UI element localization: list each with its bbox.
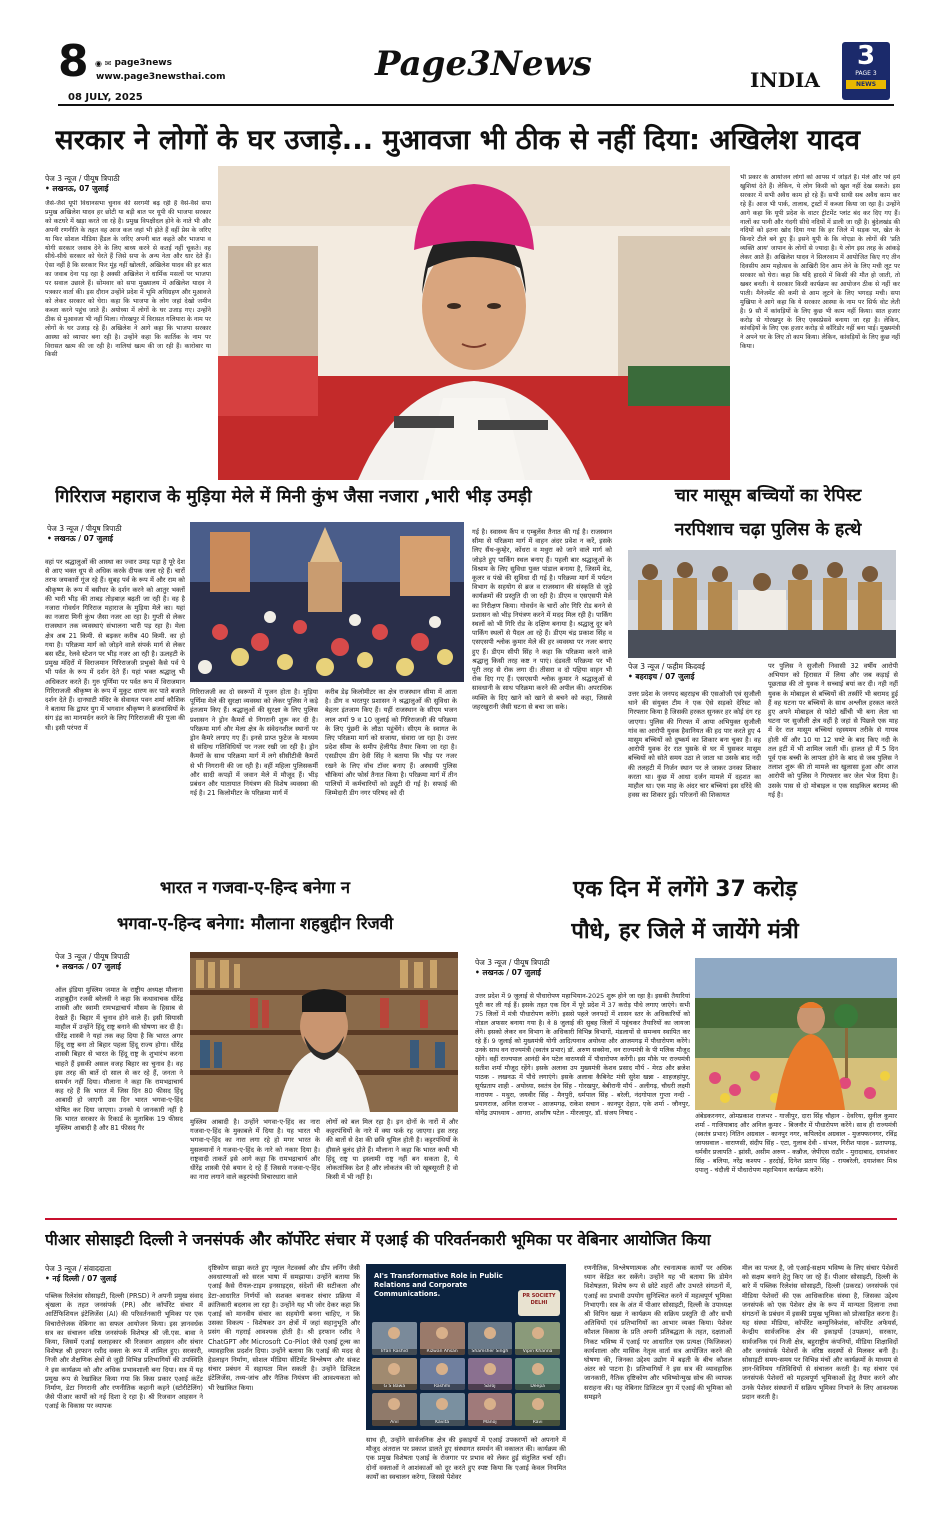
participant-tile <box>468 1393 513 1426</box>
page-number: 8 <box>58 36 89 87</box>
masthead-rule <box>58 104 894 106</box>
story1-headline: सरकार ने लोगों के घर उजाड़े... मुआवजा भी ठीक से नहीं दिया: अखिलेश यादव <box>55 124 861 156</box>
masthead <box>0 0 945 110</box>
story2-column-4: गई है। स्वास्थ्य कैंप व एम्बुलेंस तैनात की गई है। राजस्थान सीमा से परिक्रमा मार्ग में वाहन अंदर प्रवेश न करें, इसके लिए सैंथ-कुम्हेर, कोंधरा व मथुरा को जाने वाले मार्ग को जोड़ते हुए पार्किंग स्थल बनाए हैं। पहली बार श्रद्धालुओं के विश्राम के लिए सुविधा युक्त पांडाल बनाया है, जिसमें वेड, कूलर व पंखे की सुविधा दी गई है। परिक्रमा मार्ग में पर्यटन विभाग के सहयोग से ब्रज व राजस्थान की संस्कृति से जुड़े कार्यक्रमों की प्रस्तुति दी जा रही है। डीएम व एसएसपी मेले का निरीक्षण किया। गोवर्धन के चारों ओर गिरि रोड बनने से प्रशासन को भीड़ नियंत्रण करने में मदद मिल रही है। पार्किंग स्थलों को भी गिरि रोड के दक्षिण बनाया है। श्रद्धालु दूर बने पार्किंग स्थलों से पैदल आ रहे हैं। डीएम चंद्र प्रकाश सिंह व एसएसपी श्लोक कुमार मेले की हर व्यवस्था पर नजर बनाए हुए हैं। डीएम सीपी सिंह ने कहा कि परिक्रमा करने वाले श्रद्धालु किसी तरह कष्ट न पाएं। दंडवती परिक्रमा पर भी पूरी तरह से रोक लगा दी। तीसरा व दो पहिया वाहन भी रोक दिए गए हैं। एसएसपी श्लोक कुमार ने श्रद्धालुओं से सावधानी के साथ परिक्रमा करने की अपील की। अपराधिक व्यक्ति के दिए खाने को खाने से बचने को कहा, जिससे जहरखुरानी जैसी घटना से बचा जा सके। <box>472 528 612 711</box>
crowd-photo-image <box>190 522 464 682</box>
participant-name: Irfan Rashid <box>372 1349 417 1355</box>
participant-name: Ravi <box>515 1420 560 1426</box>
edition-label: INDIA <box>750 68 820 92</box>
participant-avatar <box>388 1363 400 1375</box>
story4-byline: पेज 3 न्यूज / पीयूष त्रिपाठी • लखनऊ / 07 जुलाई <box>55 952 130 971</box>
story3-headline-line1: चार मासूम बच्चियों का रेपिस्ट <box>674 486 862 506</box>
participant-avatar <box>484 1398 496 1410</box>
story6-byline: पेज 3 न्यूज / संवाददाता • नई दिल्ली / 07 जुलाई <box>45 1264 117 1283</box>
story5-column-2: अंबेडकरनगर, ओमप्रकाश राजभर - गाजीपुर, दारा सिंह चौहान - देवरिया, सुनील कुमार शर्मा - गाजियाबाद और अनिल कुमार - बिजनौर में पौधारोपण करेंगे। साथ ही राज्यमंत्री (स्वतंत्र प्रभार) नितिन अग्रवाल - कानपुर नगर, कपिलदेव अग्रवाल - मुजफ्फरनगर, रविंद्र जायसवाल - वाराणसी, संदीप सिंह - एटा, गुलाब देवी - संभल, गिरीश यादव - प्रतापगढ़, धर्मवीर प्रजापति - झांसी, असीम अरुण - कन्नौज, जेपीएस राठौर - मुरादाबाद, दयाशंकर सिंह - बलिया, नरेंद्र कश्यप - हरदोई, दिनेश प्रताप सिंह - रायबरेली, दयाशंकर मिश्र दयालु - चंदौली में पौधारोपण महाभियान कार्यक्रम करेंगे। <box>695 1112 897 1174</box>
plantation-photo-image <box>695 958 897 1110</box>
social-handle: ◉ ✉ page3news <box>95 58 172 68</box>
participant-name: G S Bawa <box>372 1384 417 1390</box>
participant-name: Anil <box>372 1420 417 1426</box>
page3-badge-icon: 3 PAGE 3 NEWS <box>842 42 890 100</box>
story4-column-2: मुस्लिम आबादी है। उन्होंने भगवा-ए-हिंद का नारा गजवा-ए-हिंद के मुकाबले में दिया है। यह भारत भी भगवा-ए-हिंद का नारा लगा रहे हो मगर भारत के मुसलमानों ने गजवा-ए-हिंद के नारे को नकार दिया है। राष्ट्रवादी ताकतें इसे आगे कहा कि रामभद्राचार्य और धीरेंद्र शास्त्री ऐसे बयान दे रहे हैं जिससे गजवा-ए-हिंद का नारा लगाने वाले कट्टरपंथी विचारधारा वाले <box>190 1118 320 1182</box>
participant-avatar <box>484 1363 496 1375</box>
story3-column-2: पर पुलिस ने सुजौली निवासी 32 वर्षीय आरोपी अभियान को हिरासत में लिया और जब कड़ाई से पूछताछ की तो युवक ने सच्चाई बयां कर दी। नही नहीं युवक के मोबाइल से बच्चियों की तस्वीरें भी बरामद हुई हैं वह घटना पर बच्चियों के साथ अश्लील हरकत करते हुए अपने मोबाइल से फोटो खींची भी बना लेता था घटना पर सुजौली क्षेत्र वहीं है जहां से पिछले एक माह में देर रात मासूम बच्चियां रहस्यमय तरीके से गायब होती थीं और 10 या 12 घण्टे के बाद किए नदी के तल हटी में भी शामिल जाती थीं। हालत हो मैं 5 दिन पूर्व एक बच्ची के लापता होने के बाद से जब पुलिस ने तलाश शुरू की तो मामले का खुलासा हुआ और आज आरोपी को पुलिस ने गिरफ्तार कर जेल भेज दिया है। उसके पास से दो मोबाइल व एक साइकिल बरामद की गई है। <box>768 662 898 799</box>
story3-photo <box>628 550 896 658</box>
participant-tile <box>515 1358 560 1391</box>
participant-avatar <box>436 1327 448 1339</box>
participant-tile <box>372 1322 417 1355</box>
participant-avatar <box>436 1398 448 1410</box>
story4-headline-line2: भगवा-ए-हिन्द बनेगा: मौलाना शहबुद्दीन रिजवी <box>116 914 394 933</box>
story6-headline: पीआर सोसाइटी दिल्ली ने जनसंपर्क और कॉर्पोरेट संचार में एआई की परिवर्तनकारी भूमिका पर वेबिनार आयोजित किया <box>45 1231 711 1249</box>
story3-headline-line2: नरपिशाच चढ़ा पुलिस के हत्थे <box>674 520 862 540</box>
participant-tile <box>515 1322 560 1355</box>
story2-column-1: वहां पर श्रद्धालुओं की आस्था का ज्वार उमड़ पड़ा है पूरे देश से आए भक्त धूप से अधिक करके दीपक जला रहे हैं। चारों तरफ जयकारों गूंज रहे हैं। सुबह पर्व के रूप में और राम को श्रीकृष्ण के रूप में बसीधर के दर्शन करने को आतुर भक्तों की भारी भीड़ की ताबड़ तोड़बाज़ बढ़ती जा रही है। वह है नजारा गोवर्धन गिरिराज महाराज के मुड़िया मेले का। यहां का नजारा मिनी कुंभ जैसा नजर आ रहा है। गुप्ती से लेकर राजस्थान तक व्यवस्थाएं संभालना भारी पड़ रहा है। मेला क्षेत्र अब 21 किमी. से बढ़कर करीब 40 किमी. का हो गया है। परिक्रमा मार्ग को जोड़ने वाले संपर्क मार्ग से लेकर बस स्टैंड, रेलवे स्टेशन पर भीड़ नजर आ रही है। ऊलहटी के प्रमुख मंदिरों में विराजमान गिरिराजजी प्रभुको कैसे पर्व पे भी पर्वत के रूप में दर्शन देते हैं। यहां भक्त श्रद्धालु भी अधिकतर करते हैं। गुरु पूर्णिमा पर पर्वत रूप में विराजमान गिरिराजजी श्रीकृष्ण के रूप में मुकुट धारण कर पाते बजाते दर्शन देते हैं। दानघाटी मंदिर के सेवायत पवन शर्मा कौशिक ने बताया कि द्वापर युग में भगवान श्रीकृष्ण ने ब्रजवासियों के संग इंद्र का मानमर्दन करने के लिए गिरिराजजी की पूजा की थी। इसी परंपरा में <box>45 558 185 732</box>
story6-column-1: पब्लिक रिलेशंस सोसाइटी, दिल्ली (PRSD) ने अपनी प्रमुख संवाद श्रृंखला के तहत जनसंपर्क (PR) और कॉर्पोरेट संचार में आर्टिफिशियल इंटेलिजेंस (AI) की परिवर्तनकारी भूमिका पर एक विचारोत्तेजक वेबिनार का सफल आयोजन किया। इस ज्ञानवर्धक सत्र का संचालन वरिष्ठ जनसंपर्क विशेषज्ञ श्री जी.एस. बावा ने किया, जिसमें एआई सलाहकार श्री रिजवान आहसन और संचार विशेषज्ञ श्री इरफान रशीद वक्ता के रूप में शामिल हुए। सरकारी, निजी और शैक्षणिक क्षेत्रों से जुड़ी विभिन्न प्रतिभागियों की उपस्थिति ने इस कार्यक्रम को और अधिक प्रभावशाली बना दिया। सत्र में यह प्रमुख रूप से रेखांकित किया गया कि किस प्रकार एआई कंटेंट निर्माण, डेटा निगरानी और रणनीतिक कहानी कहने (स्टोरीटेलिंग) जैसे पीआर कार्यों को नई दिशा दे रहा है। श्री रिजवान आहसन ने एआई के विकास पर व्यापक <box>45 1292 203 1411</box>
participant-name: Vipin Khanna <box>515 1349 560 1355</box>
social-icons: ◉ ✉ <box>95 58 112 68</box>
story4-headline-line1: भारत न गजवा-ए-हिन्द बनेगा न <box>159 878 351 897</box>
story2-headline: गिरिराज महाराज के मुड़िया मेले में मिनी कुंभ जैसा नजारा ,भारी भीड़ उमड़ी <box>55 487 532 507</box>
story5-photo <box>695 958 897 1110</box>
participant-name: Rashmi <box>420 1384 465 1390</box>
story6-top-rule <box>45 1218 897 1220</box>
participant-tile <box>468 1322 513 1355</box>
participant-tile <box>468 1358 513 1391</box>
participant-avatar <box>388 1398 400 1410</box>
story6-webinar-screenshot <box>366 1264 566 1430</box>
police-press-photo-image <box>628 550 896 658</box>
participant-avatar <box>388 1327 400 1339</box>
story5-byline: पेज 3 न्यूज / पीयूष त्रिपाठी • लखनऊ / 07 जुलाई <box>475 958 550 977</box>
story2-column-2: गिरिराजजी का दो स्वरूपों में पूजन होता है। मुड़िया पूर्णिमा मेले की सुरक्षा व्यवस्था को लेकर पुलिस ने कड़े इंतजाम किए हैं। श्रद्धालुओं की सुरक्षा के लिए पुलिस प्रशासन ने ड्रोन कैमरों से निगरानी शुरू कर दी है। परिक्रमा मार्ग और मेला क्षेत्र के संवेदनशील स्थानों पर ड्रोन कैमरे लगाए गए हैं। इनसे प्राप्त फुटेज के माध्यम से संदिग्ध गतिविधियों पर नजर रखी जा रही है। ड्रोन कैमरों के साथ परिक्रमा मार्ग में लगे सीसीटीवी कैमरों से भी निगरानी की जा रही है। वहीं महिला पुलिसकर्मी और सादी कपड़ों में जवान मेले में मौजूद हैं। भीड़ प्रबंधन और यातायात नियंत्रण की विशेष व्यवस्था की गई है। 21 किलोमीटर के परिक्रमा मार्ग में <box>190 688 318 798</box>
story3-byline: पेज 3 न्यूज / फहीम किदवई • बहराइच / 07 जुलाई <box>628 662 705 681</box>
participant-name: Rizwan Ahsan <box>420 1349 465 1355</box>
participant-avatar <box>484 1327 496 1339</box>
story4-column-3: लोगों को बल मिल रहा है। इन दोनों के नारों में और कट्टरपंथियों के नारे में क्या फर्क रह जाएगा। इस तरह की बातों से देश की छवि धूमिल होती है। कट्टरपंथियों के हौसले बुलंद होते हैं। मौलाना ने कहा कि भारत कभी भी हिंदू राष्ट्र या इस्लामी राष्ट्र नहीं बन सकता है, ये लोकतांत्रिक देश है और लोकतंत्र की जो खूबसूरती है वो किसी में भी नहीं है। <box>326 1118 458 1182</box>
akhilesh-photo-image <box>218 166 730 480</box>
story1-byline: पेज 3 न्यूज / पीयूष त्रिपाठी • लखनऊ, 07 जुलाई <box>45 174 120 193</box>
story1-column-1: जैसे-जैसे यूपी विधानसभा चुनाव की सरगर्मी बढ़ रही है वैसे-वैसे सपा प्रमुख अखिलेश यादव हर छोटी या बड़ी बात पर यूपी की भाजपा सरकार को कटघरे में खड़ा करते जा रहे है। प्रमुख विपक्षीदल होने के नाते भी और अपनी रणनीति के तहत वह आज कल जहां भी होते हैं वहीं प्रेस के जरिए या फिर सोशल मीडिया हैंडल के जरिए अपनी बात कहते और भाजपा व योगी सरकार जवाब देने के लिए बाध्य करने से कतई नहीं चूकते। वह सीधे-सीधे सरकार को घेरते हैं जिसे सपा के अन्य नेता और धार देते हैं। ऐसा नहीं है कि सरकार फिर मूंह नहीं खोलती, अखिलेश यादव की हर बात का जवाब देना पड़ रहा है अक्सी अखिलेश ने धार्मिक मसलों पर भाजपा पर सवाल उछाले हैं। सोमवार को सपा मुख्यालय में अखिलेश यादव ने पत्रकार वार्ता की। इस दौरान उन्होंने प्रदेश में भूमि अधिग्रहण और मुआवजे को लेकर सरकार को घेरा। कहा कि भाजपा के लोग जहां देखो जमीन कब्जा करने पहुंच जाते हैं। अयोध्या में लोगों के घर उजाड़ गए। उन्होंने ठीक से मुआवजा भी नहीं मिला। गोरखपुर में विरासत गलियारा के नाम पर लोगों के घर उजाड़ रहे हैं। अखिलेश ने आगे कहा कि भाजपा सरकार आस्था को व्यापार बना रही है। उन्होंने कहा कि कार्तिक के नाम पर विरासत खत्म की जा रही है। नालियां खत्म की जा रही हैं। कारोबार या किसी <box>45 200 211 359</box>
newspaper-logo: Page3News <box>375 44 592 84</box>
story6-column-2: दृष्टिकोण साझा करते हुए न्यूरल नेटवर्क्स और डीप लर्निंग जैसी अवधारणाओं को सरल भाषा में समझाया। उन्होंने बताया कि एआई कैसे रीयल-टाइम इनसाइट्स, संदेशों की सटीकता और डेटा-आधारित निर्णयों को सशक्त बनाकर संचार प्रक्रिया में क्रांतिकारी बदलाव ला रहा है। उन्होंने यह भी जोर देकर कहा कि एआई को मानवीय संचार का सहयोगी बनना चाहिए, न कि उसका विकल्प - विशेषकर उन क्षेत्रों में जहां सहानुभूति और प्रसंग की गहराई आवश्यक होती है। श्री इरफान रशीद ने ChatGPT और Microsoft Co-Pilot जैसे एआई टूल्स का व्यावहारिक प्रदर्शन दिया। उन्होंने बताया कि एआई की मदद से हेडलाइन निर्माण, सोशल मीडिया सेंटिमेंट विश्लेषण और संकट संचार प्रबंधन में सहायता मिल सकती है। उन्होंने डिजिटल इंटेलिजेंस, तथ्य-जांच और नैतिक नियंत्रण की आवश्यकता को भी रेखांकित किया। <box>208 1264 360 1392</box>
participant-name: Shamsher Singh <box>468 1349 513 1355</box>
date: 08 JULY, 2025 <box>68 92 143 103</box>
story5-headline-line2: पौधे, हर जिले में जायेंगे मंत्री <box>571 919 799 944</box>
story2-column-3: करीब डेढ़ किलोमीटर का क्षेत्र राजस्थान सीमा में आता है। डीग व भरतपुर प्रशासन ने श्रद्धालुओं की सुविधा के बेहतर इंतजाम किए हैं। यहीं राजस्थान के सीएम भजन लाल शर्मा 9 व 10 जुलाई को गिरिराजजी की परिक्रमा के लिए पूंछरी के लौठा पहुंचेंगे। सीएम के स्वागत के लिए परिक्रमा मार्ग को सजाया, संवारा जा रहा है। उत्तर प्रदेश सीमा के समीप हेलीपैड तैयार किया जा रहा है। एसडीएम डीग देवी सिंह ने बताया कि भीड़ पर नजर रखने के लिए वॉच टॉवर बनाए हैं। अस्थायी पुलिस चौकियां और फोर्स तैनात किया है। परिक्रमा मार्ग में तीन पालियों में कर्मचारियों को ड्यूटी दी गई है। सफाई की जिम्मेदारी डीग नगर परिषद को दी <box>325 688 457 798</box>
participant-avatar <box>532 1327 544 1339</box>
participant-name: Deepa <box>515 1384 560 1390</box>
participant-name: Saroj <box>468 1384 513 1390</box>
story4-photo <box>190 952 458 1112</box>
prsd-logo: PR SOCIETY DELHI <box>518 1290 560 1316</box>
story6-column-5: मील का पत्थर है, जो एआई-सक्षम भविष्य के लिए संचार पेशेवरों को सक्षम बनाने हेतु किए जा रहे हैं। पीआर सोसाइटी, दिल्ली के बारे में पब्लिक रिलेशंस सोसाइटी, दिल्ली (प्रकरड) जनसंपर्क एवं मीडिया पेशेवरों की एक आधिकारिक संस्था है, जिसका उद्देश्य जनसंपर्क को एक पेशेवर क्षेत्र के रूप में मान्यता दिलाना तथा संगठनों के प्रबंधन में इसकी प्रमुख भूमिका को प्रोत्साहित करना है। यह संस्था मीडिया, कॉर्पोरेट कम्युनिकेशंस, कॉर्पोरेट अफेयर्स, केन्द्रीय सार्वजनिक क्षेत्र की इकाइयों (उपक्रम), सरकार, सार्वजनिक एवं निजी क्षेत्र, बहुराष्ट्रीय कंपनियों, मीडिया शिक्षाविदों और जनसंपर्क पेशेवरों के वरिष्ठ सदस्यों से मिलकर बनी है। सोसाइटी समय-समय पर विभिन्न मंचों और कार्यक्रमों के माध्यम से ज्ञान-विनिमय गतिविधियों से संचालन करती है। यह संचार एवं जनसंपर्क पेशेवरों को महत्वपूर्ण भूमिकाओं हेतु तैयार करने और उनके पेशेवर संस्थानों में सक्रिय भूमिका निभाने के लिए आवश्यक प्रदान करती है। <box>742 1264 898 1401</box>
participant-grid <box>372 1322 560 1426</box>
story2-photo <box>190 522 464 682</box>
participant-avatar <box>532 1363 544 1375</box>
participant-tile <box>515 1393 560 1426</box>
participant-avatar <box>436 1363 448 1375</box>
participant-avatar <box>532 1398 544 1410</box>
story3-column-1: उत्तर प्रदेश के जनपद बहराइच की एसओजी एवं सुजौली थाने की संयुक्त टीम ने एक ऐसे सड़को देरिस्ट को गिरफ्तार किया है जिसकी हरकत सुनकर हर कोई दंग रह जाएगा। पुलिस की गिरफ्त में आया अभियुक्त सुजौली गांव का आरोपी युवक हैवानियत की हद पार करते हुए 4 मासूम बच्चियों को दुष्कर्म का शिकार बना चुका है। वह आरोपी युवक देर रात घुसके से घर में घुसकर मासूम बच्चियों को सोते समय उठा ले जाता था उसके बाद नदी की तलहटी में निर्जन स्थान पर ले जाकर उनका शिकार करता था। कुछ में आधा दर्जन मामले में दहशत का माहौल था। एक माह के अंदर चार बच्चियां इस दरिंदे की हवस का शिकार हुई। परिजनों की शिकायत <box>628 690 761 800</box>
story4-column-1: ऑल इंडिया मुस्लिम जमात के राष्ट्रीय अध्यक्ष मौलाना शहाबुद्दीन रजवी बरेलवी ने कहा कि कथावाचक धीरेंद्र शास्त्री और स्वामी रामभद्राचार्य मौसम के हिसाब से देखते हैं। बिहार में चुनाव होने वाले हैं। इसी सियासी माहौल में उन्होंने हिंदू राष्ट्र बनाने की घोषणा कर दी है। धीरेंद्र शास्त्री ने यहां तक कह दिया है कि भारत अगर हिंदू राष्ट्र बना तो बिहार पहला हिंदू राज्य होगा। धीरेंद्र शास्त्री बिहार से भारत के हिंदू राष्ट्र के शुभारंभ करना चाहते हैं इसकी असल वजह बिहार का चुनाव है। वह इस तरह की बातें दो साल से कर रहे हैं, जनता ने समर्थन नहीं दिया। मौलाना ने कहा कि रामभद्राचार्य कह रहे हैं कि भारत में जिस दिन 80 फीसद हिंदू आबादी हो जाएगी उस दिन भारत भगवा-ए-हिंद घोषित कर दिया जाएगा। उनको ये जानकारी नहीं है कि भारत सरकार के रिकार्ड के मुताबिक 19 फीसद मुस्लिम आबादी है और 81 फीसद गैर <box>55 986 183 1133</box>
website: www.page3newsthai.com <box>96 72 226 82</box>
participant-tile <box>372 1393 417 1426</box>
participant-tile <box>420 1358 465 1391</box>
story1-column-2: भी प्रकार के आयोजन लोगों को आपस में जोड़ते हैं। मेले और पर्व हमें खुशियां देते हैं। लेकिन, ये लोग किसी को खुश नहीं देख सकते। इस सरकार में सभी अवैध काम हो रहे हैं। सभी साथी सब अवैध काम कर रहे हैं। आज भी पार्क, तालाब, ट्रस्टों में कब्जा किया जा रहा है। उन्होंने आगे कहा कि यूपी प्रदेश के वाटर ट्रीटमेंट प्लांट बंद कर दिए गए हैं। नालों का पानी और गंदगी सीधे नदियों में डाली जा रही है। बुंदेलखंड की नदियों को इतना खोद दिया गया कि हर जिले में सड़क पर, खेत के किनारे टीले बने हुए हैं। इसने यूपी के कि नोएडा के लोगों की 'प्रति व्यक्ति आय' जापान के लोगों से ज्यादा है। ये लोग इस तरह के आंकड़े लेकर आते हैं। अखिलेश यादव ने सिलरवाम में आयोजित किए गए तीन दिवसीय आम महोत्सव के आखिरी दिन आम लेने के लिए मची लूट पर सरकार को घेरा। कहा कि यदि हादसे में किसी की मौत हो जाती, तो खबर बनती। ये सरकार किसी कार्यक्रम का आयोजन ठीक से नहीं कर पाती। मैनेजमेंट की कमी से आम लूटने के लिए भगदड़ मची। सपा मुखिया ने आगे कहा कि ये सरकार आस्था के नाम पर सिर्फ वोट लेती है। 9 सौ में कांवड़ियों के लिए कुछ भी काम नहीं किया। सात हजार करोड़ से गोरखपुर के लिए एक्सप्रेसवे बनाया जा रहा है। लेकिन, कांवड़ियों के लिए एक हजार करोड़ से कॉरिडोर नहीं बना पाई। मुख्यमंत्री ने अपने घर के लिए तो काम किया। लेकिन, कांवड़ियों के लिए कुछ नहीं किया। <box>740 174 900 351</box>
participant-name: Manoj <box>468 1420 513 1426</box>
participant-name: Kavita <box>420 1420 465 1426</box>
webinar-title: AI's Transformative Role in Public Relations and Corporate Communications. <box>374 1272 503 1298</box>
story1-photo <box>218 166 730 480</box>
participant-tile <box>420 1322 465 1355</box>
story2-byline: पेज 3 न्यूज / पीयूष त्रिपाठी • लखनऊ / 07 जुलाई <box>47 524 122 543</box>
participant-tile <box>372 1358 417 1391</box>
story5-column-1: उत्तर प्रदेश में 9 जुलाई से पौधारोपण महाभियान-2025 शुरू होने जा रहा है। इसकी तैयारियां पूरी कर ली गई हैं। इसके तहत एक दिन में पूरे प्रदेश में 37 करोड़ पौधे लगाए जाएंगे। सभी 75 जिलों में मंत्री पौधारोपण करेंगे। इससे पहले जनपदों में शासन स्तर के अधिकारियों को नोडल अफसर बनाया गया है। वे 8 जुलाई की सुबह जिलों में पहुंचकर तैयारियों का जायजा लेंगे। इसको लेकर वन विभाग के अधिकारी विभिन्न विभागों, मंडलायों से समन्वय स्थापित कर रहे हैं। 9 जुलाई को मुख्यमंत्री योगी आदित्यनाथ अयोध्या और आजमगढ़ में पौधारोपण करेंगे। उनके साथ वन राज्यमंत्री (स्वतंत्र प्रभार) डॉ. अरुण सक्सेना, वन राज्यमंत्री के पी मलिक मौजूद रहेंगे। वहीं राज्यपाल आनंदी बेन पटेल वाराणसी में पौधारोपण करेंगी। इस मौके पर राज्यमंत्री सतीश शर्मा मौजूद रहेंगे। इसके अलावा उप मुख्यमंत्री केशव प्रसाद मौर्य - मेरठ और ब्रजेश पाठक - लखनऊ में पौधे लगाएंगे। इसके अलावा कैबिनेट मंत्री सुरेश खन्ना - शाहजहांपुर, सूर्यप्रताप शाही - अयोध्या, स्वतंत्र देव सिंह - गोरखपुर, बेबीरानी मौर्य - अलीगढ़, चौधरी लक्ष्मी नारायण - मथुरा, जयवीर सिंह - मैनपुरी, धर्मपाल सिंह - बरेली, नंदगोपाल गुप्ता नन्दी - प्रयागराज, अनिल राजभर - आजमगढ़, राकेश सचान - कानपुर देहात, एके शर्मा - जौनपुर, योगेंद्र उपाध्याय - आगरा, आशीष पटेल - मीरजापुर, डॉ. संजय निषाद - <box>475 992 690 1117</box>
story6-column-4: रणनीतिक, विश्लेषणात्मक और रचनात्मक कार्यों पर अधिक ध्यान केंद्रित कर सकेंगे। उन्होंने यह भी बताया कि डोमेन विशेषज्ञता, विशेष रूप से छोटे शहरों और उभरते संगठनों में, एआई का प्रभावी उपयोग सुनिश्चित करने में महत्वपूर्ण भूमिका निभाएगी। सत्र के अंत में पीआर सोसाइटी, दिल्ली के उपाध्यक्ष श्री विपिन खन्ना ने कार्यक्रम की सक्रिय प्रस्तुति दी और सभी अतिथियों एवं प्रतिभागियों का आभार व्यक्त किया। पेशेवर कौशल विकास के प्रति अपनी प्रतिबद्धता के तहत, दक्षताओं निकट भविष्य में एआई पर आधारित एक प्रत्यक्ष (फिजिकल) कार्यशाला और मासिक नेतृत्व वार्ता सत्र आयोजित करने की घोषणा की, जिनका उद्देश्य उद्योग में बढ़ती के बीच कौशल अंतर को पाटना है। प्रतिभागियों ने इस सत्र की व्यावहारिक जानकारी, नैतिक दृष्टिकोण और भविष्योन्मुख सोच की व्यापक सराहना की। यह वेबिनार डिजिटल युग में एआई की भूमिका को समझने <box>584 1264 732 1401</box>
participant-tile <box>420 1393 465 1426</box>
story6-column-3: साथ ही, उन्होंने सार्वजनिक क्षेत्र की इकाइयों में एआई उपकरणों को अपनाने में मौजूद अंतराल पर प्रकाश डालते हुए संस्थागत समर्थन की वकालत की। कार्यक्रम की एक प्रमुख विशेषता एआई के रोजगार पर प्रभाव को लेकर हुई संतुलित चर्चा रही। दोनों वक्ताओं ने आशंकाओं को दूर करते हुए स्पष्ट किया कि एआई केवल नियमित कार्यों का स्वचालन करेगा, जिससे पेशेवर <box>366 1436 566 1481</box>
maulana-photo-image <box>190 952 458 1112</box>
story5-headline-line1: एक दिन में लगेंगे 37 करोड़ <box>573 877 797 902</box>
